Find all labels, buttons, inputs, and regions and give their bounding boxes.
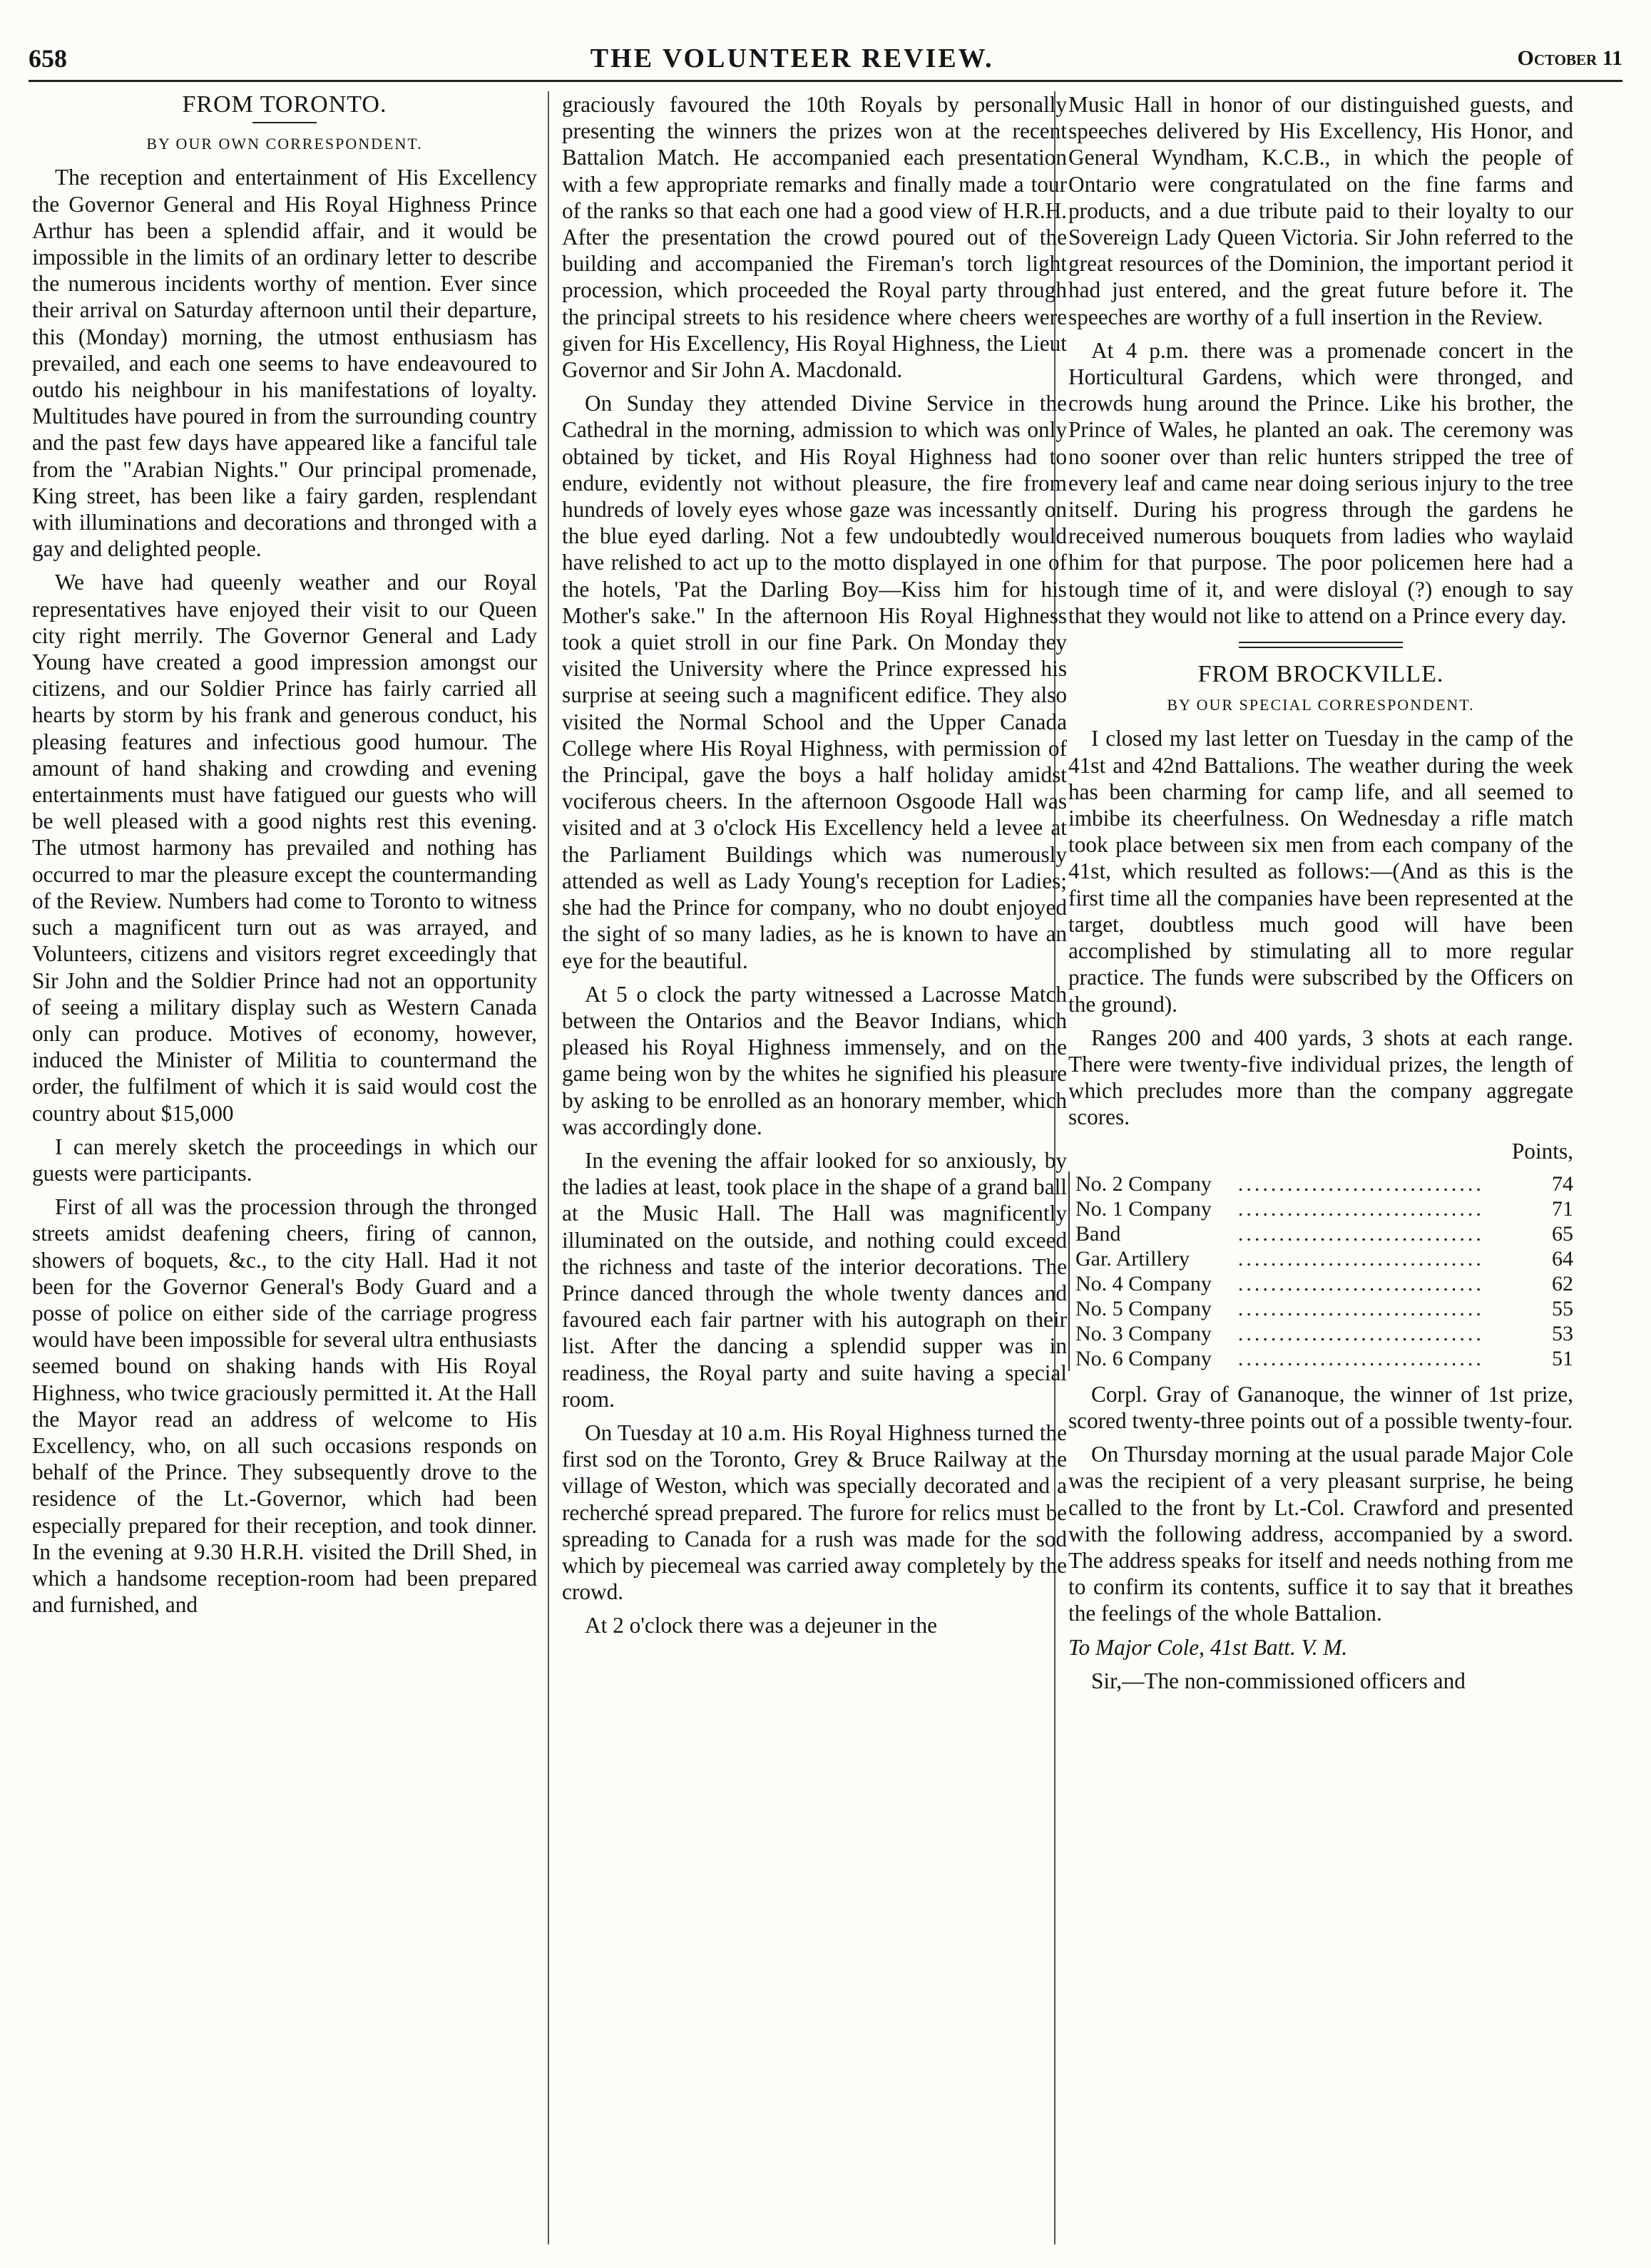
paragraph: Corpl. Gray of Gananoque, the winner of 1st prize, scored twenty-three points out of a possible twenty-four. bbox=[1068, 1381, 1573, 1433]
byline-toronto: BY OUR OWN CORRESPONDENT. bbox=[146, 135, 423, 153]
table-row bbox=[1069, 1321, 1573, 1346]
masthead-title: THE VOLUNTEER REVIEW. bbox=[590, 43, 994, 73]
dot-leader: .............................. bbox=[1237, 1296, 1484, 1320]
score-points: 53 bbox=[1552, 1321, 1573, 1345]
page-number: 658 bbox=[29, 44, 67, 73]
paragraph: On Tuesday at 10 a.m. His Royal Highness turned the first sod on the Toronto, Grey & Bruce Railway at the village of Weston, which was specially decorated and a recherché spread prepared. The furore for relics must be spreading to Canada for a rush was made for the sod which by piecemeal was carried away completely by the crowd. bbox=[562, 1420, 1067, 1605]
dot-leader: .............................. bbox=[1237, 1271, 1484, 1295]
paragraph: Sir,—The non-commissioned officers and bbox=[1091, 1668, 1466, 1693]
paragraph: On Sunday they attended Divine Service in the Cathedral in the morning, admission to which was only obtained by ticket, and His Royal Highness had to endure, evidently not without pleasure, the fire from hundreds of lovely eyes whose gaze was incessantly on the blue eyed darling. Not a few undoubtedly would have relished to act up to the motto displayed in one of the hotels, 'Pat the Darling Boy—Kiss him for his Mother's sake." In the afternoon His Royal Highness took a quiet stroll in our fine Park. On Monday they visited the University where the Prince expressed his surprise at seeing such a magnificent edifice. They also visited the Normal School and the Upper Canada College where His Royal Highness, with permission of the Principal, gave the boys a half holiday amidst vociferous cheers. In the afternoon Osgoode Hall was visited and at 3 o'clock His Excellency held a levee at the Parliament Buildings which was numerously attended as well as Lady Young's reception for Ladies; she had the Prince for company, who no doubt enjoyed the sight of so many ladies, as he is known to have an eye for the beautiful. bbox=[562, 391, 1067, 973]
dot-leader: .............................. bbox=[1237, 1321, 1484, 1345]
paragraph: The reception and entertainment of His Excellency the Governor General and His Royal Highness Prince Arthur has been a splendid affair, and it would be impossible in the limits of an ordinary letter to describe the numerous incidents worthy of mention. Ever since their arrival on Saturday afternoon until their departure, this (Monday) morning, the utmost enthusiasm has prevailed, and each one seems to have endeavoured to outdo his neighbour in his manifestations of loyalty. Multitudes have poured in from the surrounding country and the past few days have appeared like a fanciful tale from the "Arabian Nights." Our principal promenade, King street, has been like a fairy garden, resplendant with illuminations and decorations and thronged with a gay and delighted people. bbox=[32, 165, 537, 562]
section-rule bbox=[1239, 642, 1403, 648]
score-company-name: No. 3 Company bbox=[1069, 1321, 1238, 1346]
score-points: 51 bbox=[1552, 1346, 1573, 1370]
points-header: Points, bbox=[1511, 1138, 1573, 1164]
score-company-name: No. 1 Company bbox=[1069, 1196, 1238, 1221]
score-company-name: No. 6 Company bbox=[1069, 1346, 1238, 1371]
dot-leader: .............................. bbox=[1237, 1171, 1484, 1196]
page-header bbox=[29, 37, 1622, 82]
score-points: 64 bbox=[1552, 1246, 1573, 1271]
paragraph: At 4 p.m. there was a promenade concert in the Horticultural Gardens, which were thronged, and crowds hung around the Prince. Like his brother, the Prince of Wales, he planted an oak. The ceremony was no sooner over than relic hunters stripped the tree of every leaf and came near doing serious injury to the tree itself. During his progress through the gardens he received numerous bouquets from ladies who waylaid him for that purpose. The poor policemen here had a tough time of it, and were disloyal (?) enough to say that they would not like to attend on a Prince every day. bbox=[1068, 337, 1573, 628]
score-company-name: Gar. Artillery bbox=[1069, 1246, 1238, 1271]
dot-leader: .............................. bbox=[1237, 1246, 1484, 1271]
column-3 bbox=[1068, 91, 1573, 2244]
paragraph: We have had queenly weather and our Royal representatives have enjoyed their visit to our Queen city right merrily. The Governor General and Lady Young have created a good impression amongst our citizens, and our Soldier Prince has fairly carried all hearts by storm by his frank and generous conduct, his pleasing features and infectious good humour. The amount of hand shaking and crowding and evening entertainments must have fatigued our guests who will be well pleased with a good nights rest this evening. The utmost harmony has prevailed and nothing has occurred to mar the pleasure except the countermanding of the Review. Numbers had come to Toronto to witness such a magnificent turn out as was arrayed, and Volunteers, citizens and visitors regret exceedingly that Sir John and the Soldier Prince had not an opportunity of seeing a military display such as Western Canada only can produce. Motives of economy, however, induced the Minister of Militia to countermand the order, the fulfilment of which it is said would cost the country about $15,000 bbox=[32, 570, 537, 1126]
paragraph: Music Hall in honor of our distinguished guests, and speeches delivered by His Excellency, His Honor, and General Wyndham, K.C.B., in which the people of Ontario were congratulated on the fine farms and products, and a due tribute paid to their loyalty to our Sovereign Lady Queen Victoria. Sir John referred to the great resources of the Dominion, the important period it had just entered, and the great future before it. The speeches are worthy of a full insertion in the Review. bbox=[1068, 92, 1573, 329]
dot-leader: .............................. bbox=[1237, 1346, 1484, 1370]
table-row bbox=[1069, 1221, 1573, 1246]
score-company-name: No. 4 Company bbox=[1069, 1271, 1238, 1296]
table-row bbox=[1069, 1196, 1573, 1221]
paragraph: graciously favoured the 10th Royals by personally presenting the winners the prizes won at the recent Battalion Match. He accompanied each presentation with a few appropriate remarks and finally made a tour of the ranks so that each one had a good view of H.R.H. After the presentation the crowd poured out of the building and accompanied the Fireman's torch light procession, which proceeded the Royal party through the principal streets to his residence where cheers were given for His Excellency, His Royal Highness, the Lieut Governor and Sir John A. Macdonald. bbox=[562, 92, 1067, 383]
column-2 bbox=[562, 91, 1067, 2244]
article-title-toronto: FROM TORONTO. bbox=[182, 91, 387, 118]
byline-brockville: BY OUR SPECIAL CORRESPONDENT. bbox=[1167, 696, 1475, 714]
dot-leader: .............................. bbox=[1237, 1221, 1484, 1246]
table-row bbox=[1069, 1171, 1573, 1196]
paragraph: Ranges 200 and 400 yards, 3 shots at each range. There were twenty-five individual prizes, the length of which precludes more than the company aggregate scores. bbox=[1068, 1025, 1573, 1130]
paragraph: First of all was the procession through the thronged streets amidst deafening cheers, firing of cannon, showers of boquets, &c., to the city Hall. Had it not been for the Governor General's Body Guard and a posse of police on either side of the carriage progress would have been impossible for several ultra enthusiasts seemed bound on shaking hands with His Royal Highness, who twice graciously permitted it. At the Hall the Mayor read an address of welcome to His Excellency, who, on all such occasions responds on behalf of the Prince. They subsequently drove to the residence of the Lt.-Governor, which had been especially prepared for their reception, and took dinner. In the evening at 9.30 H.R.H. visited the Drill Shed, in which a handsome reception-room had been prepared and furnished, and bbox=[32, 1194, 537, 1618]
dot-leader: .............................. bbox=[1237, 1196, 1484, 1221]
paragraph: At 2 o'clock there was a dejeuner in the bbox=[585, 1613, 938, 1638]
paragraph: On Thursday morning at the usual parade Major Cole was the recipient of a very pleasant surprise, he being called to the front by Lt.-Col. Crawford and presented with the following address, accompanied by a sword. The address speaks for itself and needs nothing from me to confirm its contents, suffice it to say that it breathes the feelings of the whole Battalion. bbox=[1068, 1442, 1573, 1626]
score-points: 65 bbox=[1552, 1221, 1573, 1246]
score-points: 62 bbox=[1552, 1271, 1573, 1295]
table-row bbox=[1069, 1246, 1573, 1271]
address-salutation: To Major Cole, 41st Batt. V. M. bbox=[1068, 1634, 1348, 1660]
article-title-brockville: FROM BROCKVILLE. bbox=[1197, 661, 1444, 688]
score-company-name: No. 5 Company bbox=[1069, 1296, 1238, 1321]
title-rule bbox=[252, 122, 317, 123]
paragraph: At 5 o clock the party witnessed a Lacrosse Match between the Ontarios and the Beavor Indians, which pleased his Royal Highness immensely, and on the game being won by the whites he signified his pleasure by asking to be enrolled as an honorary member, which was accordingly done. bbox=[562, 981, 1067, 1139]
scores-table bbox=[1068, 1171, 1573, 1371]
score-company-name: Band bbox=[1069, 1221, 1238, 1246]
table-row bbox=[1069, 1271, 1573, 1296]
score-points: 55 bbox=[1552, 1296, 1573, 1320]
paragraph: I closed my last letter on Tuesday in the camp of the 41st and 42nd Battalions. The weather during the week has been charming for camp life, and all seemed to imbibe its cheerfulness. On Wednesday a rifle match took place between six men from each company of the 41st, which resulted as follows:—(And as this is the first time all the companies have been represented at the target, doubtless much good will have been accomplished by stimulating all to more regular practice. The funds were subscribed by the Officers on the ground). bbox=[1068, 726, 1573, 1017]
paragraph: I can merely sketch the proceedings in which our guests were participants. bbox=[32, 1134, 537, 1186]
score-points: 71 bbox=[1552, 1196, 1573, 1221]
table-row bbox=[1069, 1346, 1573, 1371]
table-row bbox=[1069, 1296, 1573, 1321]
score-company-name: No. 2 Company bbox=[1069, 1171, 1238, 1196]
score-points: 74 bbox=[1552, 1171, 1573, 1196]
column-divider bbox=[548, 91, 549, 2244]
issue-date: October 11 bbox=[1517, 46, 1622, 70]
paragraph: In the evening the affair looked for so anxiously, by the ladies at least, took place in the shape of a grand ball at the Music Hall. The Hall was magnificently illuminated on the outside, and nothing could exceed the richness and taste of the interior decorations. The Prince danced through the whole twenty dances and favoured each fair partner with his autograph on their list. After the dancing a splendid supper was in readiness, the Royal party and suite having a special room. bbox=[562, 1147, 1067, 1412]
column-1 bbox=[32, 91, 537, 2244]
